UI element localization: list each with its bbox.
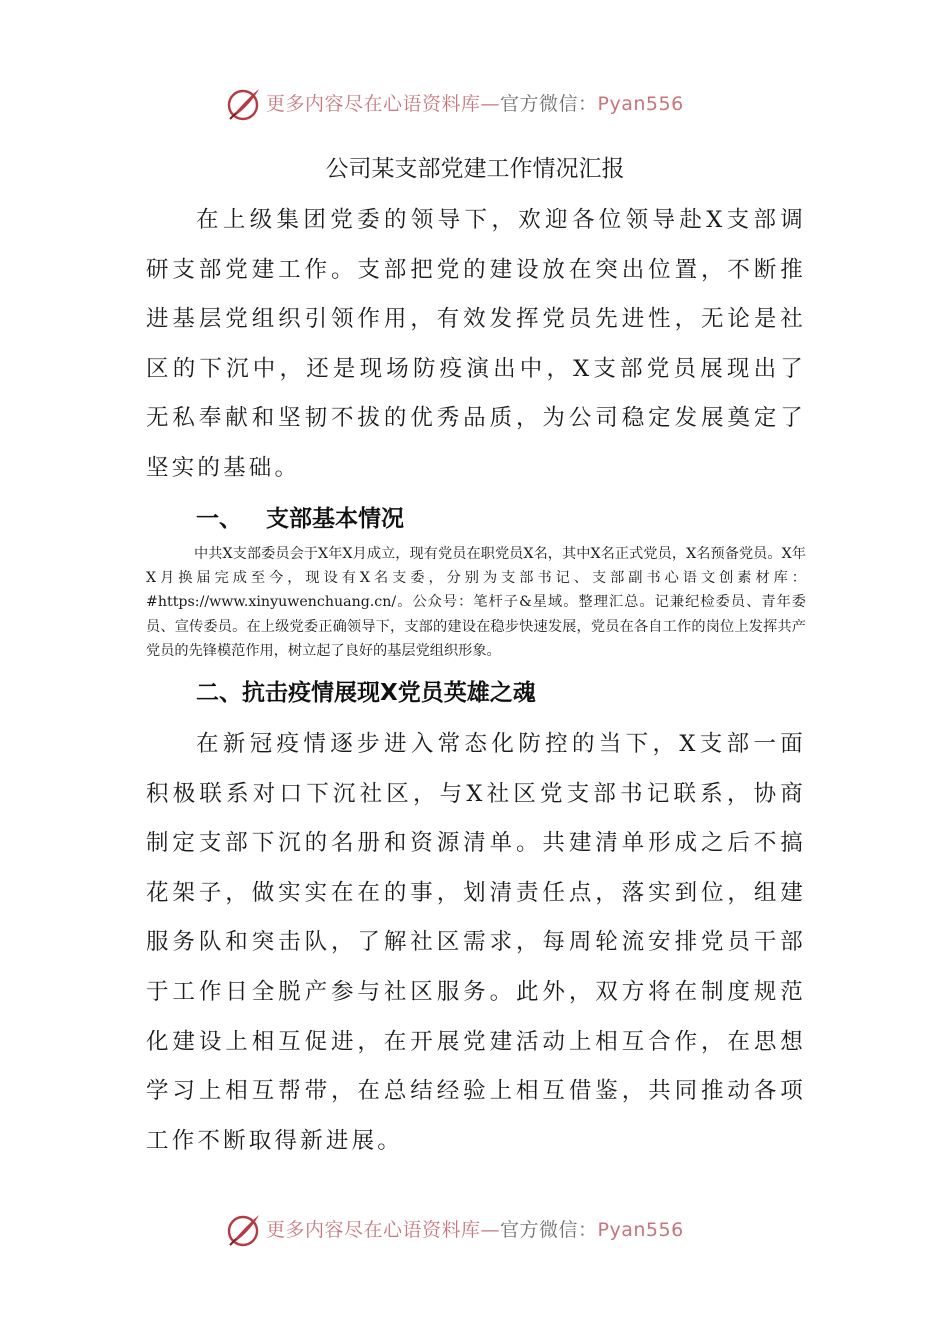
intro-paragraph: 在上级集团党委的领导下，欢迎各位领导赴X支部调研支部党建工作。支部把党的建设放在突出位置，不断推进基层党组织引领作用，有效发挥党员先进性，无论是社区的下沉中，还是现场防疫演出中，X支部党员展现出了无私奉献和坚韧不拔的优秀品质，为公司稳定发展奠定了坚实的基础。 bbox=[146, 207, 806, 481]
watermark-brand: 更多内容尽在心语资料库 bbox=[266, 1219, 481, 1241]
section-1-heading bbox=[196, 502, 404, 536]
watermark-wechat-id: Pyan556 bbox=[597, 1219, 684, 1241]
watermark-wechat-label: 官方微信： bbox=[500, 1219, 598, 1241]
watermark-wechat-id: Pyan556 bbox=[597, 93, 684, 115]
watermark-dash: — bbox=[480, 93, 501, 115]
watermark-text bbox=[266, 1217, 684, 1243]
watermark-wechat-label: 官方微信： bbox=[500, 93, 598, 115]
watermark-dash: — bbox=[480, 1219, 501, 1241]
watermark-banner-top bbox=[0, 84, 950, 124]
quill-pen-logo-icon bbox=[226, 86, 262, 122]
section-2-body: 在新冠疫情逐步进入常态化防控的当下，X支部一面积极联系对口下沉社区，与X社区党支部书记联系，协商制定支部下沉的名册和资源清单。共建清单形成之后不搞花架子，做实实在在的事，划清责任点，落实到位，组建服务队和突击队，了解社区需求，每周轮流安排党员干部于工作日全脱产参与社区服务。此外，双方将在制度规范化建设上相互促进，在开展党建活动上相互合作，在思想学习上相互帮带，在总结经验上相互借鉴，共同推动各项工作不断取得新进展。 bbox=[146, 731, 806, 1154]
watermark-banner-bottom bbox=[0, 1210, 950, 1250]
quill-pen-logo-icon bbox=[226, 1212, 262, 1248]
page-title: 公司某支部党建工作情况汇报 bbox=[325, 156, 625, 182]
watermark-brand: 更多内容尽在心语资料库 bbox=[266, 93, 481, 115]
watermark-text bbox=[266, 91, 684, 117]
section-1-body: 中共X支部委员会于X年X月成立，现有党员在职党员X名，其中X名正式党员，X名预备党员。X年X月换届完成至今，现设有X名支委，分别为支部书记、支部副书心语文创素材库：#https://www.xinyuwenchuang.cn/。公众号：笔杆子&星域。整理汇总。记兼纪检委员、青年委员、宣传委员。在上级党委正确领导下，支部的建设在稳步快速发展，党员在各自工作的岗位上发挥共产党员的先锋模范作用，树立起了良好的基层党组织形象。 bbox=[146, 546, 806, 659]
section-1-title: 支部基本情况 bbox=[266, 506, 404, 532]
section-2-heading: 二、抗击疫情展现X党员英雄之魂 bbox=[196, 680, 536, 706]
section-1-number: 一、 bbox=[196, 506, 242, 532]
